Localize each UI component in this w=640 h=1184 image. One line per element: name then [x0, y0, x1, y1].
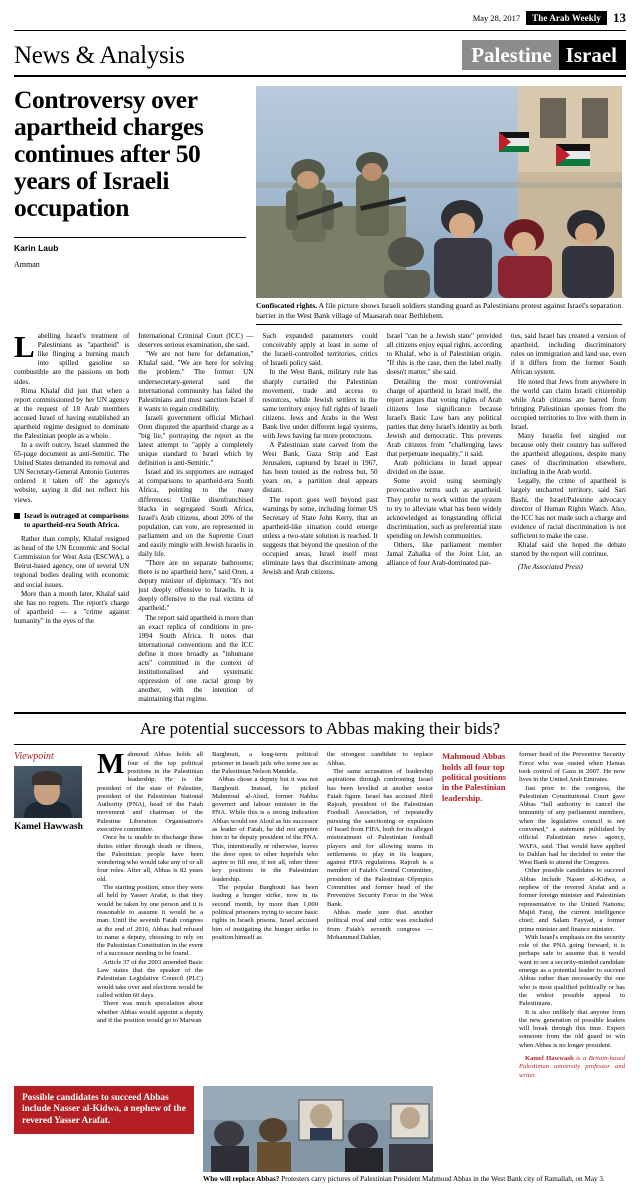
article-column-4	[387, 332, 502, 704]
viewpoint-signature-text: is a Britain-based Palestinian university professor and writer.	[519, 1055, 625, 1079]
paragraph: Just prior to the congress, the Palestinian Constitutional Court gave Abbas "full authority to cancel the immunity of any parliament members, when the legislative council is not convened," a statement published by official Palestinian news agency, WAFA, said. That would have applied to Dahlan had he decided to enter the West Bank to attend the Congress.	[519, 784, 625, 867]
viewpoint-photo-caption-text: Protesters carry pictures of Palestinian President Mahmoud Abbas in the West Bank city of Ramallah, on May 3.	[281, 1174, 605, 1183]
article-column-5	[511, 332, 626, 704]
viewpoint-label: Viewpoint	[14, 751, 54, 763]
viewpoint-headline: Are potential successors to Abbas making their bids?	[14, 719, 626, 745]
paragraph: Legally, the crime of apartheid is largely uncharted territory, said Sari Bashi, the Israel/Palestine advocacy director of Human Rights Watch. Also, the ICC has not made such a charge and evidence of racial discrimination is not sufficient to make the case.	[510, 477, 627, 540]
viewpoint-photo-caption-lead: Who will replace Abbas?	[203, 1174, 280, 1183]
headline-column	[14, 86, 246, 325]
article-column-3	[262, 332, 377, 704]
viewpoint-photo-block	[203, 1086, 605, 1184]
paragraph: It is also unlikely that anyone from the new generation of possible leaders will break through this time. Expect someone from the old guard to win when Abbas is no longer president.	[519, 1008, 625, 1049]
pull-quote-text: Israel is outraged at comparisons to apartheid-era South Africa.	[24, 510, 129, 529]
article-source: (The Associated Press)	[517, 563, 583, 572]
bullet-square-icon	[14, 513, 20, 519]
paragraph: More than a month later, Khalaf said she has no regrets. The report's charge of apartheid — a "crime against humanity" in the eyes of the	[14, 589, 130, 625]
section-tag-israel: Israel	[559, 40, 626, 70]
paragraph: A Palestinian state carved from the West Bank, Gaza Strip and East Jerusalem, captured by Israel in 1967, has been touted as the redress but, 50 years on, a partition deal appears distant.	[262, 441, 378, 495]
paragraph: Abbas made sure that another political rival and critic was excluded from Fatah's seventh congress — Mohammed Dahlan,	[327, 908, 433, 941]
viewpoint-signature	[519, 1055, 625, 1080]
paragraph: Once he is unable to discharge these duties either through death or illness, the Palestinian people have been wondering who would take any of or all four roles. After all, Abbas is 82 years old.	[97, 834, 203, 883]
paragraph: Israel and its supporters are outraged at comparisons to apartheid-era South Africa, pointing to the many differences: Unlike disenfranchised blacks in segregated South Africa, Israel's Arab citizens, about 20% of the population, can vote, are represented in parliament and on the Supreme Court and easily mingle with Jewish Israelis in daily life.	[138, 468, 254, 558]
paragraph: International Criminal Court (ICC) — deserves serious examination, she said.	[138, 332, 254, 350]
article-dateline: Amman	[14, 260, 40, 270]
paragraph: Others, like parliament member Jamal Zahalka of the Joint List, an alliance of four Arab-dominated par-	[386, 540, 502, 568]
page-number: 13	[613, 10, 626, 25]
drop-cap: M	[97, 748, 125, 781]
paragraph: Such expanded parameters could conceivably apply at least in some of the Israeli-controlled territories, critics of Israeli policy said.	[262, 332, 378, 368]
paragraph: Khalaf said she hoped the debate started by the report will continue.	[510, 540, 627, 558]
viewpoint-section	[14, 712, 626, 1184]
article-body	[14, 329, 627, 704]
paragraph: He noted that Jews from anywhere in the world can claim Israeli citizenship while Arab citizens are barred from bringing Palestinian spouses from the occupied territories to live with them in Israel.	[510, 377, 627, 431]
paragraph: Abbas chose a deputy but it was not Barghouti. Instead, he picked Mahmoud al-Aloul, former Nablus governor and labour minister in the PNA. While this is a strong indication Abbas would see Aloul as his successor as leader of Fatah, he did not appoint him to be deputy president of the PNA. This, intentionally or otherwise, leaves the door open to other hopefuls who aspire to fill one, if not all, other three key positions in the Palestinian leadership.	[212, 776, 318, 883]
viewpoint-body	[14, 748, 626, 1080]
paragraph: Article 37 of the 2003 amended Basic Law states that the speaker of the Palestinian Legislative Council (PLC) would take over and elections would be called within 60 days.	[97, 958, 203, 999]
section-tag-palestine: Palestine	[462, 40, 558, 70]
section-header	[14, 34, 626, 77]
paragraph: former head of the Preventive Security Force who was ousted when Hamas took control of Gaza in 2007. He now lives in the United Arab Emirates.	[519, 751, 625, 784]
paragraph-text: abelling Israel's treatment of Palestinians as "apartheid" is like flinging a burning match into spilled gasoline so combustible are the passions on both sides.	[14, 332, 130, 386]
section-title: News & Analysis	[14, 42, 185, 69]
paragraph: Some avoid using seemingly provocative terms such as apartheid. They prefer to work within the system to try to alleviate what has been widely acknowledged as longstanding official discrimination, such as preferential state spending on Jewish communities.	[386, 477, 502, 540]
paragraph: Israeli government official Michael Oren disputed the apartheid charge as a "big lie," portraying the report as the latest attempt to "apply a completely unique standard to Israel which by definition is anti-Semitic."	[138, 413, 254, 468]
paragraph: In a swift outcry, Israel slammed the 65-page document as anti-Semitic. The United States demanded its removal and UN Secretary-General Antonio Guterres ordered it taken off the agency's website, saying it did not reflect his views.	[14, 441, 130, 504]
issue-date: May 28, 2017	[472, 13, 521, 23]
viewpoint-bottom-row	[14, 1086, 626, 1184]
lead-photo-caption	[256, 301, 622, 325]
article-top	[14, 86, 626, 325]
viewpoint-photo-illustration	[203, 1086, 433, 1172]
paragraph: Rima Khalaf did just that when a report commissioned by her UN agency at the request of 18 Arab members accused Israel of having established an apartheid regime designed to dominate the Palestinian people as a whole.	[14, 386, 130, 440]
paragraph: The report goes well beyond past warnings by some, including former US Secretary of State John Kerry, that an apartheid-like situation could emerge unless a two-state solution is reached. It suggests that beyond the question of the occupied areas, Israel itself must eliminate laws that discriminate among Jewish and Arab citizens.	[262, 495, 378, 577]
viewpoint-column-3	[327, 751, 433, 1080]
paragraph	[97, 748, 203, 834]
article-column-1	[14, 329, 130, 704]
lead-photo-illustration	[256, 86, 622, 298]
paragraph: "There are no separate bathrooms; there is no apartheid here," said Oren, a deputy minister of diplomacy. "It's not just deeply offensive to Israelis. It is deeply offensive to the real victims of apartheid."	[138, 559, 254, 613]
paragraph: The starting position, since they were all held by Yasser Arafat, is that they would be taken by one person and it is reasonable to assume it would be a man. Until the seventh Fatah congress at the end of 2016, Abbas had refused to name a deputy, choosing to rely on the Palestinian Constitution in the event of a successor needing to be found.	[97, 884, 203, 958]
publication-brand: The Arab Weekly	[526, 11, 607, 25]
viewpoint-author-name: Kamel Hawwash	[14, 822, 83, 833]
paragraph: Detailing the most controversial charge of apartheid in Israel itself, the report argues that voting rights of Arab citizens lose significance because Israel's Basic Law bars any political parties that deny Israel's identity as both Jewish and democratic. This prevents Arab citizens from "challenging laws that perpetuate inequality," it said.	[386, 377, 502, 459]
paragraph-text: ahmoud Abbas holds all four of the top political positions in the Palestinian leadership. He is the president of the state of Palestine, president of the Palestinian National Authority (PNA), head of the Fatah movement and chairman of the Palestine Liberation Organisation's executive committee.	[97, 751, 203, 833]
viewpoint-column-4	[519, 751, 625, 1080]
viewpoint-author	[14, 751, 88, 1080]
paragraph: Other possible candidates to succeed Abbas include Nasser al-Kidwa, a nephew of the revered Arafat and a former foreign minister and Palestinian representative to the United Nations; Majid Faraj, the current intelligence chief; and Salam Fayyad, a former prime minister and finance minister.	[519, 867, 625, 933]
paragraph: The report said apartheid is more than an exact replica of conditions in pre-1994 South Africa. It notes that international conventions and the ICC define it more broadly as "inhumane acts" committed in the context of institutionalised and systematic oppression of one racial group by another, with the intention of maintaining that regime.	[138, 613, 254, 704]
viewpoint-column-2	[212, 751, 318, 1080]
drop-cap: L	[14, 329, 35, 365]
viewpoint-signature-name: Kamel Hawwash	[525, 1055, 574, 1063]
paragraph	[14, 329, 130, 386]
paragraph: Rather than comply, Khalaf resigned as head of the UN Economic and Social Commission for West Asia (ESCWA), a Beirut-based agency, one of several UN regional bodies dealing with economic and social issues.	[14, 535, 130, 589]
paragraph: Many Israelis feel singled out because only their country has suffered the apartheid allegations, despite many cases of discrimination elsewhere, including in the Arab world.	[510, 431, 627, 477]
paragraph: the strongest candidate to replace Abbas.	[327, 751, 433, 767]
paragraph: "We are not here for defamation," Khalaf said. "We are here for solving the problem." The former UN undersecretary-general said the international community has failed the Palestinians and must sanction Israel if it wants to regain credibility.	[138, 350, 254, 413]
avatar-hair	[32, 771, 62, 785]
paragraph: With Israel's emphasis on the security role of the PNA going forward, it is perhaps safe to assume that it would want to see a security-minded candidate emerge as a potential leader to succeed Abbas rather than necessarily the one who is most qualified politically or has the widest possible appeal to Palestinians.	[519, 933, 625, 1008]
paragraph: The popular Barghouti has been leading a hunger strike, now in its second month, by more than 1,000 political prisoners trying to secure basic rights in Israeli prisons. Israel accused him of instigating the hunger strike to position himself as	[212, 884, 318, 941]
viewpoint-photo-caption	[203, 1175, 605, 1184]
paragraph: There was much speculation about whether Abbas would appoint a deputy and if the position would go to Marwan	[97, 1000, 203, 1024]
lead-photo	[256, 86, 622, 298]
viewpoint-photo	[203, 1086, 433, 1172]
paragraph: ties, said Israel has created a version of apartheid, including discriminatory rules on immigration and land use, even if it differs from the former South African system.	[510, 332, 627, 377]
masthead	[14, 10, 626, 30]
article-byline: Karin Laub	[14, 237, 246, 253]
avatar	[14, 766, 82, 818]
paragraph: In the West Bank, military rule has sharply curtailed the Palestinian movement, trade and access to resources, while Jewish settlers in the same territory enjoy full rights of Israeli citizens. Jews and Arabs in the West Bank live under different legal systems, with Jews having far more protections.	[262, 368, 378, 440]
viewpoint-pull-quote: Mahmoud Abbas holds all four top political positions in the Palestinian leadership.	[442, 751, 507, 803]
lead-photo-caption-lead: Confiscated rights.	[256, 301, 318, 310]
lead-photo-caption-text: A file picture shows Israeli soldiers standing guard as Palestinians protest against Israel's separation barrier in the West Bank village of Maasarah near Bethlehem.	[256, 301, 622, 320]
paragraph: Arab politicians in Israel appear divided on the issue.	[386, 459, 502, 477]
pull-quote	[14, 511, 129, 530]
masthead-rule	[14, 30, 626, 31]
lead-photo-column	[256, 86, 622, 325]
paragraph: Israel "can be a Jewish state" provided all citizens enjoy equal rights, according to Khalaf, who is of Palestinian origin. "If this is the case, then the label really doesn't matter," she said.	[386, 332, 502, 377]
section-tag	[462, 40, 626, 70]
page-title: Controversy over apartheid charges continues after 50 years of Israeli occupation	[14, 85, 204, 223]
viewpoint-column-1	[97, 748, 203, 1080]
article-column-2	[138, 332, 253, 704]
paragraph: Barghouti, a long-term political prisoner in Israeli jails who some see as the Palestinian Nelson Mandela.	[212, 751, 318, 775]
paragraph: The same accusation of leadership aspirations through confronting Israel has been levelled at another senior Fatah figure. Israel has accused Jibril Rajoub, president of the Palestinian Football Association, of repeatedly pursuing the sanctioning or expulsion of Israel from FIFA, both for its alleged mistreatment of Palestinian football players and for allowing teams in settlements to play in its leagues, against FIFA regulations. Rajoub is a member of Fatah's Central Committee, president of the Palestinian Olympics Committee and former head of the Preventive Security Force in the West Bank.	[327, 767, 433, 908]
highlight-box: Possible candidates to succeed Abbas include Nasser al-Kidwa, a nephew of the revered Yasser Arafat.	[14, 1086, 194, 1135]
